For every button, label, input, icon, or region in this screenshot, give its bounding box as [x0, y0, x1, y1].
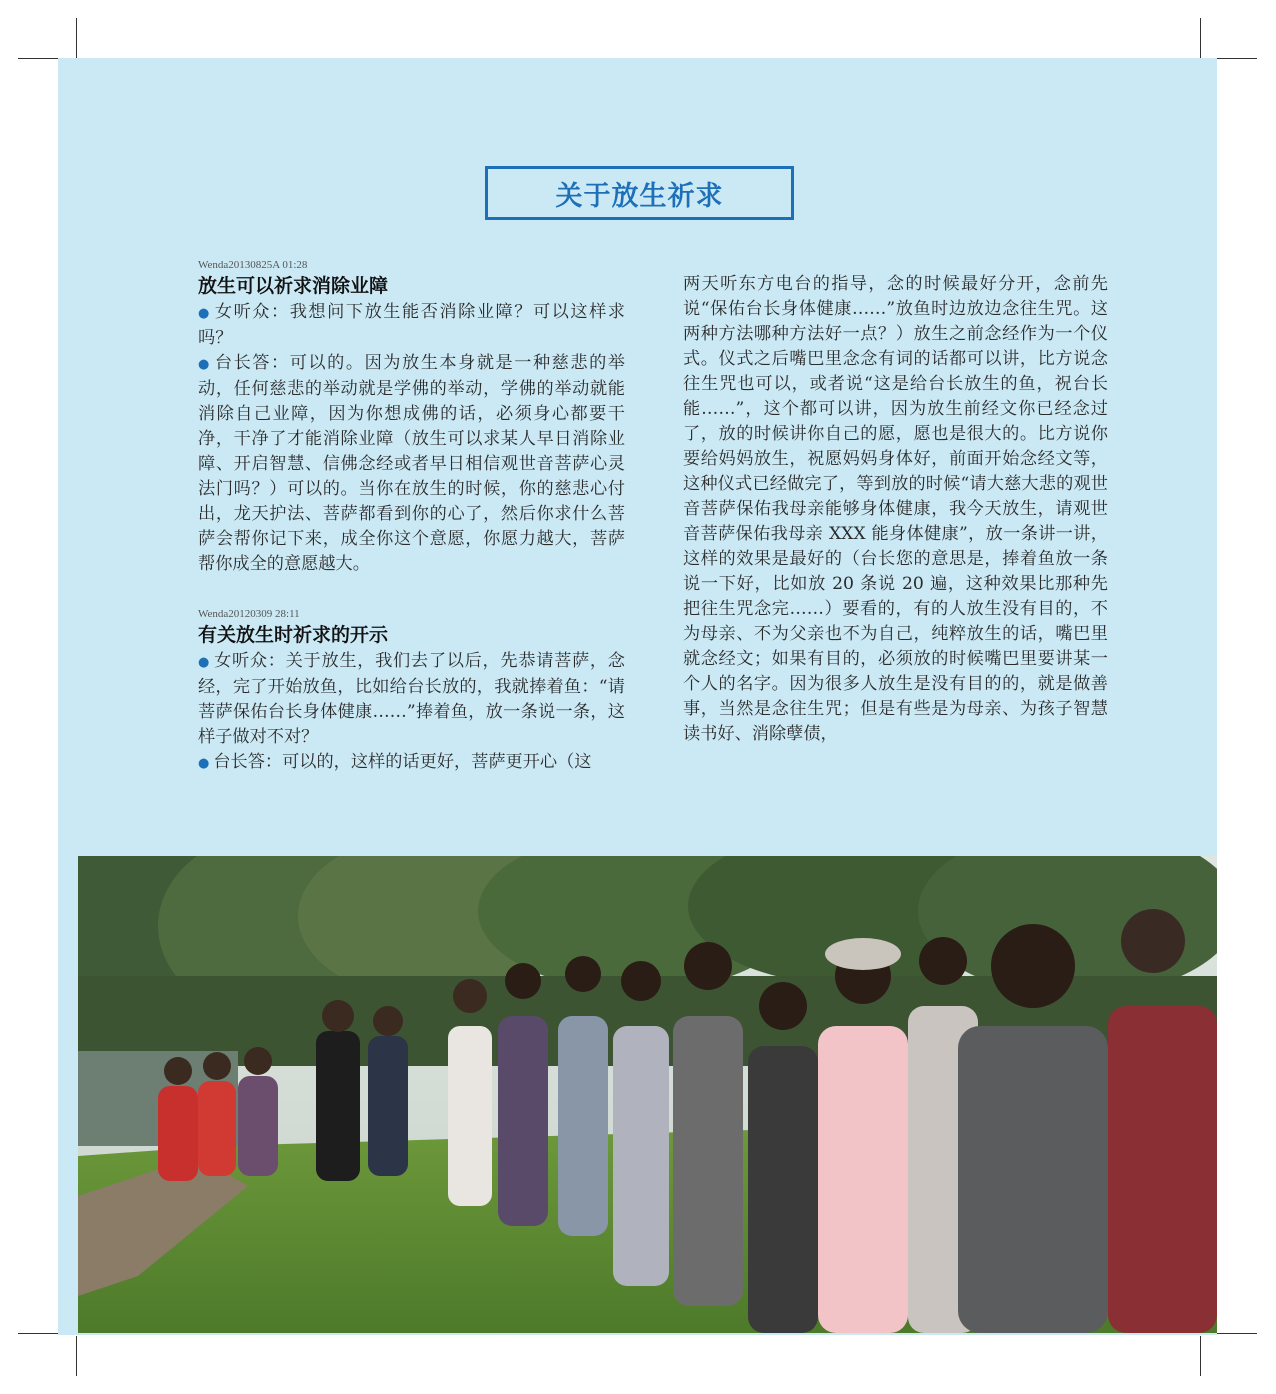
- crop-mark: [1217, 58, 1257, 59]
- crop-mark: [18, 1333, 58, 1334]
- continued-answer-text: 两天听东方电台的指导，念的时候最好分开，念前先说“保佑台长身体健康……”放鱼时边放边念往生咒。这两种方法哪种方法好一点？）放生之前念经作为一个仪式。仪式之后嘴巴里念念有词的话都可以讲，比方说念往生咒也可以，或者说“这是给台长放生的鱼，祝台长能……”，这个都可以讲，因为放生前经文你已经念过了，放的时候讲你自己的愿，愿也是很大的。比方说你要给妈妈放生，祝愿妈妈身体好，前面开始念经文等，这种仪式已经做完了，等到放的时候“请大慈大悲的观世音菩萨保佑我母亲能够身体健康，我今天放生，请观世音菩萨保佑我母亲 XXX 能身体健康”，放一条讲一讲，这样的效果是最好的（台长您的意思是，捧着鱼放一条说一下好，比如放 20 条说 20 遍，这种效果比那种先把往生咒念完……）要看的，有的人放生没有目的，不为母亲、不为父亲也不为自己，纯粹放生的话，嘴巴里就念经文；如果有目的，必须放的时候嘴巴里要讲某一个人的名字。因为很多人放生是没有目的的，就是做善事，当然是念往生咒；但是有些是为母亲、为孩子智慧读书好、消除孽债，: [683, 274, 1108, 744]
- crop-mark: [1217, 1333, 1257, 1334]
- crop-mark: [1200, 1336, 1201, 1376]
- photo-illustration: [78, 856, 1217, 1333]
- crop-mark: [1200, 18, 1201, 58]
- right-column: [683, 272, 1108, 747]
- question-text: 女听众：关于放生，我们去了以后，先恭请菩萨，念经，完了开始放鱼，比如给台长放的，我就捧着鱼：“请菩萨保佑台长身体健康……”捧着鱼，放一条说一条，这样子做对不对？: [198, 651, 625, 747]
- question-paragraph: [198, 649, 625, 750]
- section-reference: Wenda20130825A 01:28: [198, 259, 308, 271]
- bullet-icon: ●: [198, 357, 211, 372]
- question-paragraph: [198, 300, 625, 351]
- answer-paragraph: [198, 351, 625, 577]
- answer-text: 台长答：可以的。因为放生本身就是一种慈悲的举动，任何慈悲的举动就是学佛的举动，学佛的举动就能消除自己业障，因为你想成佛的话，必须身心都要干净，干净了才能消除业障（放生可以求某人早日消除业障、开启智慧、信佛念经或者早日相信观世音菩萨心灵法门吗？）可以的。当你在放生的时候，你的慈悲心付出，龙天护法、菩萨都看到你的心了，然后你求什么菩萨会帮你记下来，成全你这个意愿，你愿力越大，菩萨帮你成全的意愿越大。: [198, 353, 625, 574]
- section-heading: 有关放生时祈求的开示: [198, 624, 389, 646]
- page-title: 关于放生祈求: [555, 180, 724, 212]
- bullet-icon: ●: [198, 306, 211, 321]
- crop-mark: [18, 58, 58, 59]
- answer-text: 台长答：可以的，这样的话更好，菩萨更开心（这: [213, 752, 592, 772]
- section-reference: Wenda20120309 28:11: [198, 608, 300, 620]
- crop-mark: [76, 1336, 77, 1376]
- bullet-icon: ●: [198, 756, 210, 771]
- page-title-box: [485, 166, 794, 220]
- crop-mark: [76, 18, 77, 58]
- question-text: 女听众：我想问下放生能否消除业障？可以这样求吗？: [198, 302, 625, 348]
- answer-paragraph: [198, 750, 625, 776]
- photo-of-people-praying-outdoors: [78, 856, 1217, 1333]
- bullet-icon: ●: [198, 655, 211, 670]
- left-column: [198, 258, 625, 776]
- section-heading: 放生可以祈求消除业障: [198, 275, 389, 297]
